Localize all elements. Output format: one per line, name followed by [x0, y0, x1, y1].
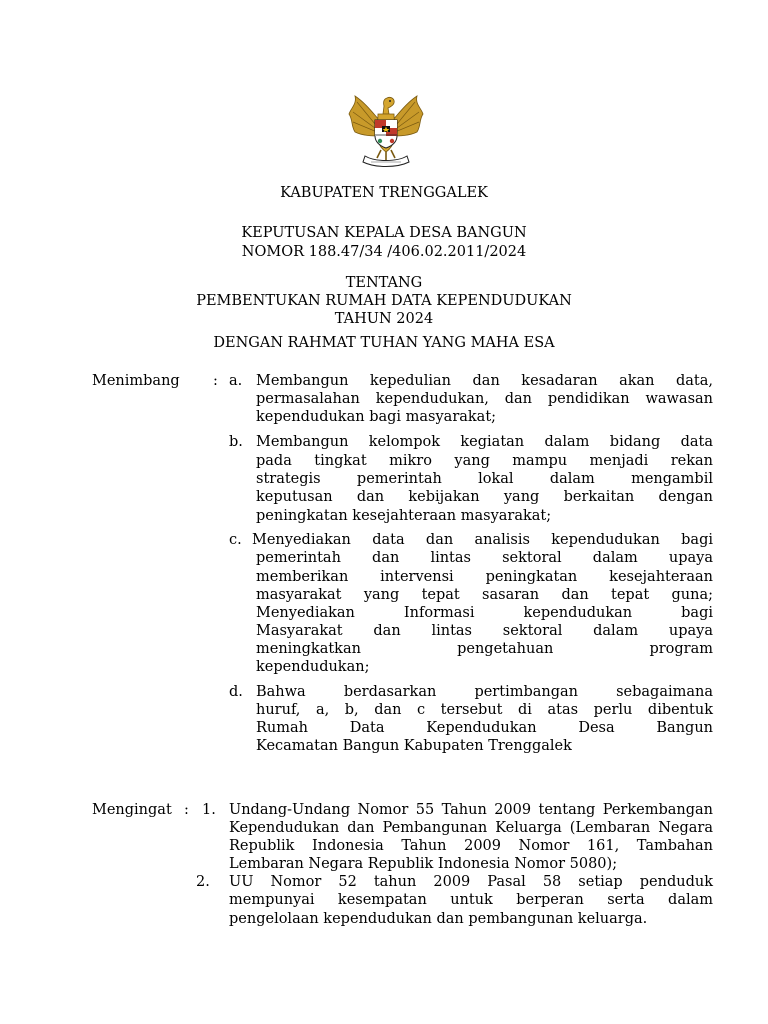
item-marker: a. — [229, 373, 243, 389]
decision-subject: PEMBENTUKAN RUMAH DATA KEPENDUDUKAN — [196, 293, 572, 309]
item-line: Membangun kepedulian dan kesadaran akan data, — [256, 373, 713, 389]
item-line: Membangun kelompok kegiatan dalam bidang data — [256, 434, 713, 450]
item-line: kependudukan; — [256, 659, 370, 675]
decision-number: NOMOR 188.47/34 /406.02.2011/2024 — [241, 244, 527, 260]
menimbang-colon: : — [213, 373, 218, 389]
mengingat-colon: : — [184, 802, 189, 818]
item-line: Menyediakan Informasi kependudukan bagi — [256, 605, 713, 621]
item-line: pemerintah dan lintas sektoral dalam upaya — [256, 550, 713, 566]
decision-year: TAHUN 2024 — [334, 311, 434, 327]
about-heading: TENTANG — [345, 275, 423, 291]
item-line: Bahwa berdasarkan pertimbangan sebagaimana — [256, 684, 713, 700]
invocation: DENGAN RAHMAT TUHAN YANG MAHA ESA — [213, 335, 555, 351]
item-line: Menyediakan data dan analisis kependudukan bagi — [252, 532, 713, 548]
mengingat-label: Mengingat — [92, 802, 172, 818]
item-line: mempunyai kesempatan untuk berperan serta dalam — [229, 892, 713, 908]
item-line: Rumah Data Kependudukan Desa Bangun — [256, 720, 713, 736]
item-line: huruf, a, b, dan c tersebut di atas perlu dibentuk — [256, 702, 713, 718]
item-marker: 2. — [196, 874, 210, 890]
item-line: meningkatkan pengetahuan program — [256, 641, 713, 657]
item-line: Kependudukan dan Pembangunan Keluarga (Lembaran Negara — [229, 820, 713, 836]
item-line: Masyarakat dan lintas sektoral dalam upaya — [256, 623, 713, 639]
garuda-pancasila-emblem — [345, 90, 427, 172]
item-line: keputusan dan kebijakan yang berkaitan dengan — [256, 489, 713, 505]
item-line: pada tingkat mikro yang mampu menjadi rekan — [256, 453, 713, 469]
item-marker: 1. — [202, 802, 216, 818]
item-marker: d. — [229, 684, 243, 700]
item-line: peningkatan kesejahteraan masyarakat; — [256, 508, 552, 524]
region-heading: KABUPATEN TRENGGALEK — [280, 185, 488, 201]
item-marker: c. — [229, 532, 242, 548]
menimbang-label: Menimbang — [92, 373, 180, 389]
item-marker: b. — [229, 434, 243, 450]
item-line: strategis pemerintah lokal dalam mengambil — [256, 471, 713, 487]
decision-title: KEPUTUSAN KEPALA DESA BANGUN — [241, 225, 527, 241]
item-line: pengelolaan kependudukan dan pembangunan keluarga. — [229, 911, 648, 927]
item-line: kependudukan bagi masyarakat; — [256, 409, 497, 425]
item-line: UU Nomor 52 tahun 2009 Pasal 58 setiap penduduk — [229, 874, 713, 890]
item-line: Undang-Undang Nomor 55 Tahun 2009 tentang Perkembangan — [229, 802, 713, 818]
item-line: masyarakat yang tepat sasaran dan tepat guna; — [256, 587, 713, 603]
item-line: Kecamatan Bangun Kabupaten Trenggalek — [256, 738, 572, 754]
item-line: Lembaran Negara Republik Indonesia Nomor 5080); — [229, 856, 618, 872]
item-line: Republik Indonesia Tahun 2009 Nomor 161, Tambahan — [229, 838, 713, 854]
item-line: permasalahan kependudukan, dan pendidikan wawasan — [256, 391, 713, 407]
item-line: memberikan intervensi peningkatan kesejahteraan — [256, 569, 713, 585]
